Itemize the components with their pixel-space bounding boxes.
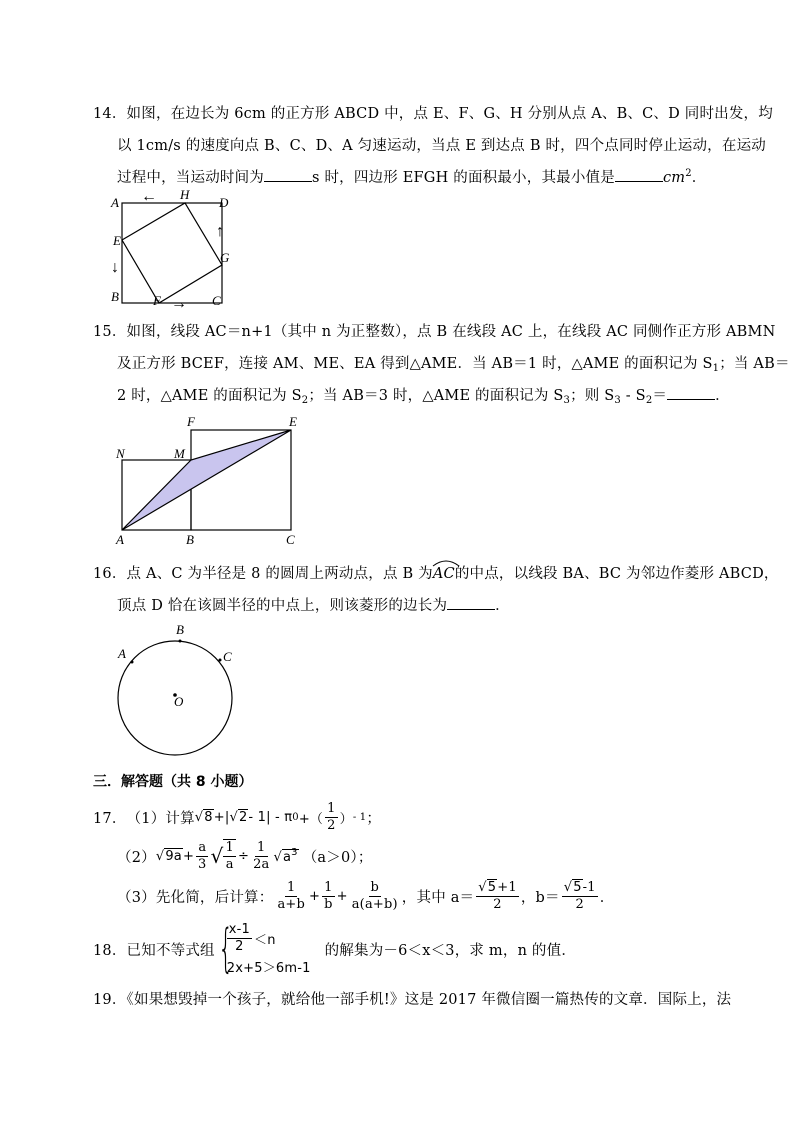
q17-num: 17． — [93, 810, 127, 827]
q15-line3-end: ． — [715, 388, 730, 404]
q15-sub3: 3 — [563, 395, 571, 406]
q14-blank-area[interactable] — [615, 167, 663, 182]
q17-p1-g: ） — [339, 811, 353, 827]
q17-p2-n2: 1 — [225, 840, 234, 855]
q17-p3-an2: +1 — [497, 879, 517, 895]
q17-p3-an: 5 — [487, 879, 497, 895]
q14-label-d: D — [219, 195, 229, 210]
q16-point-b — [179, 640, 182, 643]
q16-line2 — [117, 594, 510, 615]
q15-line2-b: ；当 AB＝ — [719, 356, 790, 372]
q14-unit: cm — [662, 170, 686, 186]
q16-line1-a: 16．点 A、C 为半径是 8 的圆周上两动点，点 B 为 — [93, 566, 433, 582]
q17-p1-a: （1）计算 — [126, 810, 195, 827]
q18-ineq2: 2x+5＞6m-1 — [226, 961, 311, 976]
q15-blank[interactable] — [667, 385, 715, 400]
q17-p2-e: ÷ — [237, 848, 250, 864]
q17-p3-n3: b — [370, 879, 380, 895]
q16-point-c — [219, 659, 222, 662]
q17-p2-a: （2） — [117, 849, 156, 866]
q16-line1 — [93, 562, 779, 583]
q15-line3-d: - S — [620, 388, 646, 404]
q16-line2-text: 顶点 D 恰在该圆半径的中点上，则该菱形的边长为 — [117, 598, 448, 614]
q19-line1: 19．《如果想毁掉一个孩子，就给他一部手机!》这是 2017 年微信圈一篇热传的文章．国际上，法 — [93, 992, 732, 1008]
q15-figure — [108, 412, 308, 547]
q16-arc-label: AC — [432, 566, 455, 582]
q17-p2-d1: 3 — [198, 856, 207, 872]
q18-system — [227, 922, 311, 976]
q15-triangle-ame — [122, 430, 291, 530]
q17-p2-d2: a — [225, 857, 234, 872]
q15-label-m: M — [174, 446, 185, 461]
q17-p3-bd: 2 — [575, 896, 584, 912]
q18-ineq1-n: x-1 — [228, 922, 251, 937]
q17-sqrt9a: 9a — [165, 848, 182, 864]
q15-label-f: F — [187, 414, 195, 429]
q14-line2: 以 1cm/s 的速度向点 B、C、D、A 匀速运动，当点 E 到达点 B 时，四个点同时停止运动，在运动 — [117, 138, 766, 154]
q15-label-b: B — [186, 532, 194, 547]
q17-p2-n1: a — [198, 839, 207, 855]
arrow-up-icon: ↑ — [216, 223, 224, 240]
q15-line3 — [117, 384, 730, 406]
q14-figure — [108, 188, 238, 310]
q16-blank[interactable] — [447, 595, 495, 610]
q17-p3-d2: b — [324, 896, 333, 912]
q15-label-e: E — [289, 414, 297, 429]
q17-p3-d1: a+b — [277, 896, 306, 912]
q15-label-n: N — [116, 446, 125, 461]
q17-p3-a: （3）先化简，后计算： — [117, 889, 274, 906]
arrow-right-icon: → — [171, 295, 187, 310]
q17-p1-e: - 1| - π — [248, 809, 293, 825]
q17-p2-sup: 3 — [291, 847, 298, 858]
q18-ineq1-d: 2 — [235, 939, 244, 954]
q17-p3-ad: 2 — [493, 896, 502, 912]
q15-line2-text: 及正方形 BCEF，连接 AM、ME、EA 得到△AME．当 AB＝1 时，△AME 的面积记为 S — [117, 356, 713, 372]
q15-sub2: 2 — [301, 395, 309, 406]
q17-p1-sup: - 1 — [352, 811, 367, 823]
q17-p3-c: ，b＝ — [520, 889, 560, 906]
q17-p1-c: +| — [213, 809, 230, 825]
q14-unit-sup: 2 — [685, 168, 692, 179]
q17-p1-sup0: 0 — [292, 811, 299, 823]
q17-p3-end: ． — [599, 889, 615, 906]
q15-line1: 15．如图，线段 AC＝n+1（其中 n 为正整数），点 B 在线段 AC 上，在线段 AC 同侧作正方形 ABMN — [93, 324, 776, 340]
q15-line3-c: ；则 S — [570, 388, 615, 404]
q14-blank-time[interactable] — [264, 167, 312, 182]
q14-line3-b: s 时，四边形 EFGH 的面积最小，其最小值是 — [312, 170, 615, 186]
q16-label-c: C — [223, 649, 232, 664]
q16-label-a: A — [118, 646, 126, 661]
q14-line1: 14．如图，在边长为 6cm 的正方形 ABCD 中，点 E、F、G、H 分别从点 A、B、C、D 同时出发，均 — [93, 106, 773, 122]
q15-sub1: 1 — [712, 363, 720, 374]
q17-frac-den: 2 — [327, 817, 336, 833]
q17-p3-b: ，其中 a＝ — [401, 889, 475, 906]
section-title: 三．解答题（共 8 小题） — [93, 774, 253, 790]
q17-p1-f: +（ — [298, 811, 324, 827]
q14-line3 — [117, 166, 707, 187]
q16-label-b: B — [176, 622, 184, 637]
q17-p1-end: ； — [366, 810, 382, 827]
q14-label-b: B — [111, 289, 119, 304]
q17-p3-plus1: + — [309, 888, 321, 904]
q17-sqrt2: 2 — [238, 809, 248, 825]
arrow-left-icon: ← — [141, 188, 157, 205]
q16-arc-ac — [433, 564, 455, 582]
q17-p3-n2: 1 — [324, 879, 333, 895]
q17-p2-n3: 1 — [257, 839, 266, 855]
q14-line3-end: ． — [691, 170, 707, 186]
q17-p3-plus2: + — [336, 888, 348, 904]
q18 — [93, 920, 576, 978]
q17-p3-n1: 1 — [286, 879, 296, 895]
q14-label-e: E — [113, 233, 121, 248]
q15-label-c: C — [286, 532, 295, 547]
q15-sub4: 3 — [614, 395, 621, 406]
q14-label-g: G — [220, 250, 230, 265]
q17-frac-num: 1 — [327, 800, 336, 816]
q16-label-o: O — [174, 694, 184, 709]
q15-sub5: 2 — [645, 395, 653, 406]
q17-p3-bn2: -1 — [582, 879, 596, 895]
q15-line3-e: ＝ — [652, 388, 668, 404]
q15-label-a: A — [116, 532, 124, 547]
q17-sqrt8: 8 — [204, 809, 213, 825]
q14-label-c: C — [212, 293, 221, 308]
q18-ineq1-r: ＜n — [254, 933, 276, 948]
q15-line3-a: 2 时，△AME 的面积记为 S — [117, 388, 302, 404]
arrow-down-icon: ↓ — [111, 259, 119, 276]
q14-label-f: F — [153, 293, 161, 308]
q15-line3-b: ；当 AB＝3 时，△AME 的面积记为 S — [308, 388, 564, 404]
q16-line1-b: 的中点，以线段 BA、BC 为邻边作菱形 ABCD， — [454, 566, 779, 582]
q17-p2-g: （a＞0）； — [302, 849, 373, 866]
q14-line3-a: 过程中，当运动时间为 — [117, 170, 264, 186]
q15-line2 — [117, 352, 790, 374]
q17-p3-bn: 5 — [573, 879, 582, 895]
q17-p2-d3: 2a — [253, 856, 270, 872]
q17-p2-f: a — [282, 850, 292, 865]
q16-line2-end: ． — [495, 598, 510, 614]
q14-label-a: A — [111, 195, 119, 210]
q17-p3-d3: a(a+b) — [351, 896, 398, 912]
q17-p2-c: + — [182, 848, 195, 864]
q18-num: 18．已知不等式组 — [93, 942, 215, 959]
q18-text: 的解集为－6＜x＜3，求 m，n 的值． — [324, 942, 577, 959]
q16-figure — [108, 620, 248, 770]
q14-label-h: H — [180, 188, 190, 202]
q17-part1: 17． （1）计算 √8 +| √2 - 1| - π 0 +（ $\frac{1}{2}$ ） - 1 ； — [93, 800, 382, 833]
q18-brace: { — [218, 919, 234, 979]
q17-part2: （2） √9a + $\frac{a}{3}$ √ $\frac{1}{a}$ ÷ $\frac{1}{2a}$ $√a^3$ （a＞0）； — [117, 839, 373, 872]
q17-part3: （3）先化简，后计算： $\frac{1}{a+b}$ + $\frac{1}{b}$ + $\frac{b}{a(a+b)}$ ，其中 a＝ $\frac{√5+1}{2}$ ，b＝ $\frac{√5-1}{2}$ ． — [117, 879, 615, 912]
q16-point-a — [131, 661, 134, 664]
